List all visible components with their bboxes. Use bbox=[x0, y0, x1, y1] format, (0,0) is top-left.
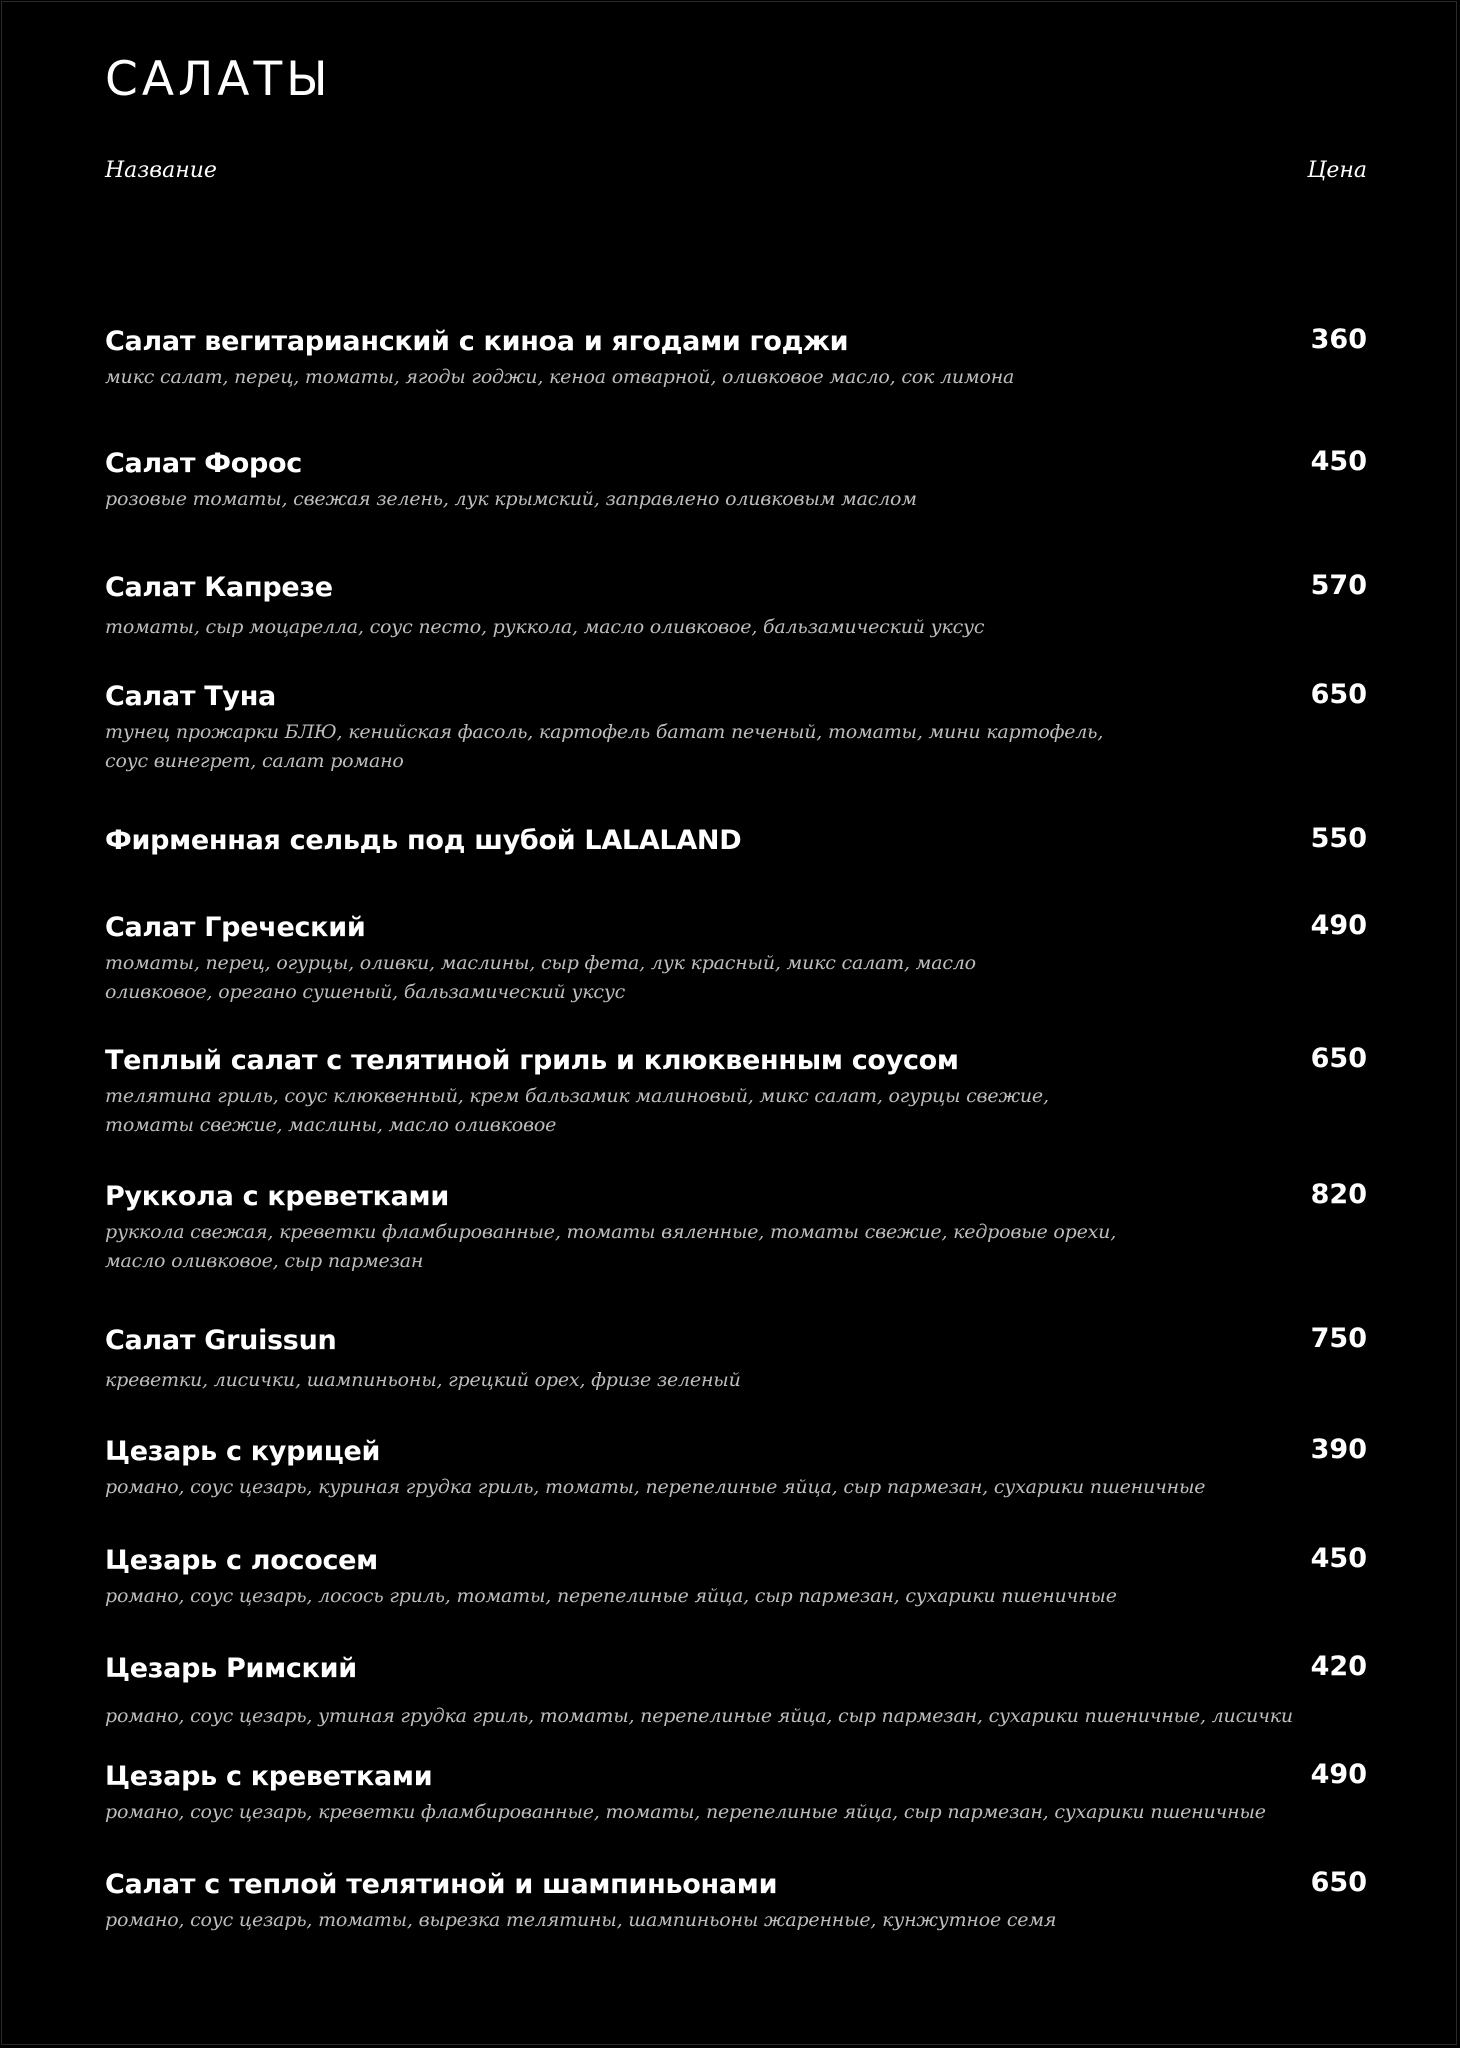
menu-item-description bbox=[105, 485, 1367, 514]
menu-item-description-line: романо, соус цезарь, куриная грудка гриль, томаты, перепелиные яйца, сыр пармезан, сухарики пшеничные bbox=[105, 1476, 1206, 1498]
menu-item-name: Салат Gruissun bbox=[105, 1325, 337, 1356]
menu-item-price: 360 bbox=[1310, 324, 1367, 355]
menu-item bbox=[105, 570, 1367, 642]
menu-item-description-line: романо, соус цезарь, креветки фламбированные, томаты, перепелиные яйца, сыр пармезан, сухарики пшеничные bbox=[105, 1801, 1266, 1823]
menu-item bbox=[105, 1867, 1367, 1935]
menu-item-description bbox=[105, 718, 1367, 776]
menu-item-description-line: руккола свежая, креветки фламбированные, томаты вяленные, томаты свежие, кедровые орехи, bbox=[105, 1221, 1117, 1243]
menu-item-description-line: тунец прожарки БЛЮ, кенийская фасоль, картофель батат печеный, томаты, мини картофель, bbox=[105, 721, 1104, 743]
menu-item-price: 550 bbox=[1310, 823, 1367, 854]
menu-item-price: 650 bbox=[1310, 1867, 1367, 1898]
menu-item-description bbox=[105, 363, 1367, 392]
menu-item-name: Салат Капрезе bbox=[105, 572, 333, 603]
menu-item-description bbox=[105, 1798, 1367, 1827]
menu-item-description-line: микс салат, перец, томаты, ягоды годжи, кеноа отварной, оливковое масло, сок лимона bbox=[105, 366, 1015, 388]
menu-item-name: Фирменная сельдь под шубой LALALAND bbox=[105, 825, 742, 856]
menu-item-description bbox=[105, 1366, 1367, 1395]
menu-item-name: Руккола с креветками bbox=[105, 1181, 449, 1212]
menu-item-name: Цезарь Римский bbox=[105, 1653, 357, 1684]
menu-item bbox=[105, 1434, 1367, 1502]
menu-item-description-line: томаты, перец, огурцы, оливки, маслины, сыр фета, лук красный, микс салат, масло bbox=[105, 952, 976, 974]
menu-item-price: 570 bbox=[1310, 570, 1367, 601]
column-header-name: Название bbox=[105, 158, 217, 183]
section-title: САЛАТЫ bbox=[105, 52, 332, 107]
menu-item-price: 420 bbox=[1310, 1651, 1367, 1682]
menu-item-description-line: томаты свежие, маслины, масло оливковое bbox=[105, 1114, 557, 1136]
menu-item bbox=[105, 324, 1367, 392]
menu-item bbox=[105, 823, 1367, 856]
page-frame bbox=[1, 1, 1457, 2045]
menu-item-name: Салат вегитарианский с киноа и ягодами годжи bbox=[105, 326, 849, 357]
menu-item-description-line: розовые томаты, свежая зелень, лук крымский, заправлено оливковым маслом bbox=[105, 488, 917, 510]
menu-item-description-line: телятина гриль, соус клюквенный, крем бальзамик малиновый, микс салат, огурцы свежие, bbox=[105, 1085, 1049, 1107]
menu-item-description-line: оливковое, орегано сушеный, бальзамический уксус bbox=[105, 981, 626, 1003]
menu-item-description-line: томаты, сыр моцарелла, соус песто, руккола, масло оливковое, бальзамический уксус bbox=[105, 616, 985, 638]
menu-item-description bbox=[105, 1582, 1367, 1611]
menu-item bbox=[105, 446, 1367, 514]
menu-item bbox=[105, 910, 1367, 1007]
menu-item-price: 450 bbox=[1310, 446, 1367, 477]
menu-item-description bbox=[105, 949, 1367, 1007]
menu-item-price: 450 bbox=[1310, 1543, 1367, 1574]
menu-item-description bbox=[105, 1218, 1367, 1276]
menu-item-name: Цезарь с креветками bbox=[105, 1761, 433, 1792]
menu-item bbox=[105, 1179, 1367, 1276]
menu-item-price: 650 bbox=[1310, 1043, 1367, 1074]
menu-item-name: Салат Туна bbox=[105, 681, 276, 712]
menu-item-description-line: масло оливковое, сыр пармезан bbox=[105, 1250, 424, 1272]
menu-item-description bbox=[105, 613, 1367, 642]
menu-item-name: Цезарь с лососем bbox=[105, 1545, 378, 1576]
menu-item-price: 490 bbox=[1310, 1759, 1367, 1790]
menu-item-name: Салат Форос bbox=[105, 448, 302, 479]
menu-item-name: Салат с теплой телятиной и шампиньонами bbox=[105, 1869, 778, 1900]
menu-item-description-line: романо, соус цезарь, лосось гриль, томаты, перепелиные яйца, сыр пармезан, сухарики пшеничные bbox=[105, 1585, 1117, 1607]
menu-item bbox=[105, 1323, 1367, 1395]
menu-item bbox=[105, 1651, 1367, 1731]
menu-item-price: 650 bbox=[1310, 679, 1367, 710]
menu-item-price: 490 bbox=[1310, 910, 1367, 941]
menu-item-description bbox=[105, 1906, 1367, 1935]
column-header-price: Цена bbox=[1307, 158, 1367, 183]
menu-item bbox=[105, 1543, 1367, 1611]
menu-item-description bbox=[105, 1082, 1367, 1140]
menu-item-description-line: креветки, лисички, шампиньоны, грецкий орех, фризе зеленый bbox=[105, 1369, 741, 1391]
menu-item bbox=[105, 679, 1367, 776]
menu-item-price: 820 bbox=[1310, 1179, 1367, 1210]
menu-item-description-line: романо, соус цезарь, утиная грудка гриль, томаты, перепелиные яйца, сыр пармезан, сухарики пшеничные, лисички bbox=[105, 1705, 1293, 1727]
menu-item-price: 390 bbox=[1310, 1434, 1367, 1465]
menu-item-description bbox=[105, 1702, 1367, 1731]
menu-item-name: Салат Греческий bbox=[105, 912, 366, 943]
menu-item bbox=[105, 1043, 1367, 1140]
menu-item-price: 750 bbox=[1310, 1323, 1367, 1354]
menu-item-name: Теплый салат с телятиной гриль и клюквенным соусом bbox=[105, 1045, 959, 1076]
menu-item bbox=[105, 1759, 1367, 1827]
menu-item-description-line: соус винегрет, салат романо bbox=[105, 750, 404, 772]
menu-item-description-line: романо, соус цезарь, томаты, вырезка телятины, шампиньоны жаренные, кунжутное семя bbox=[105, 1909, 1057, 1931]
menu-item-description bbox=[105, 1473, 1367, 1502]
menu-item-name: Цезарь с курицей bbox=[105, 1436, 381, 1467]
